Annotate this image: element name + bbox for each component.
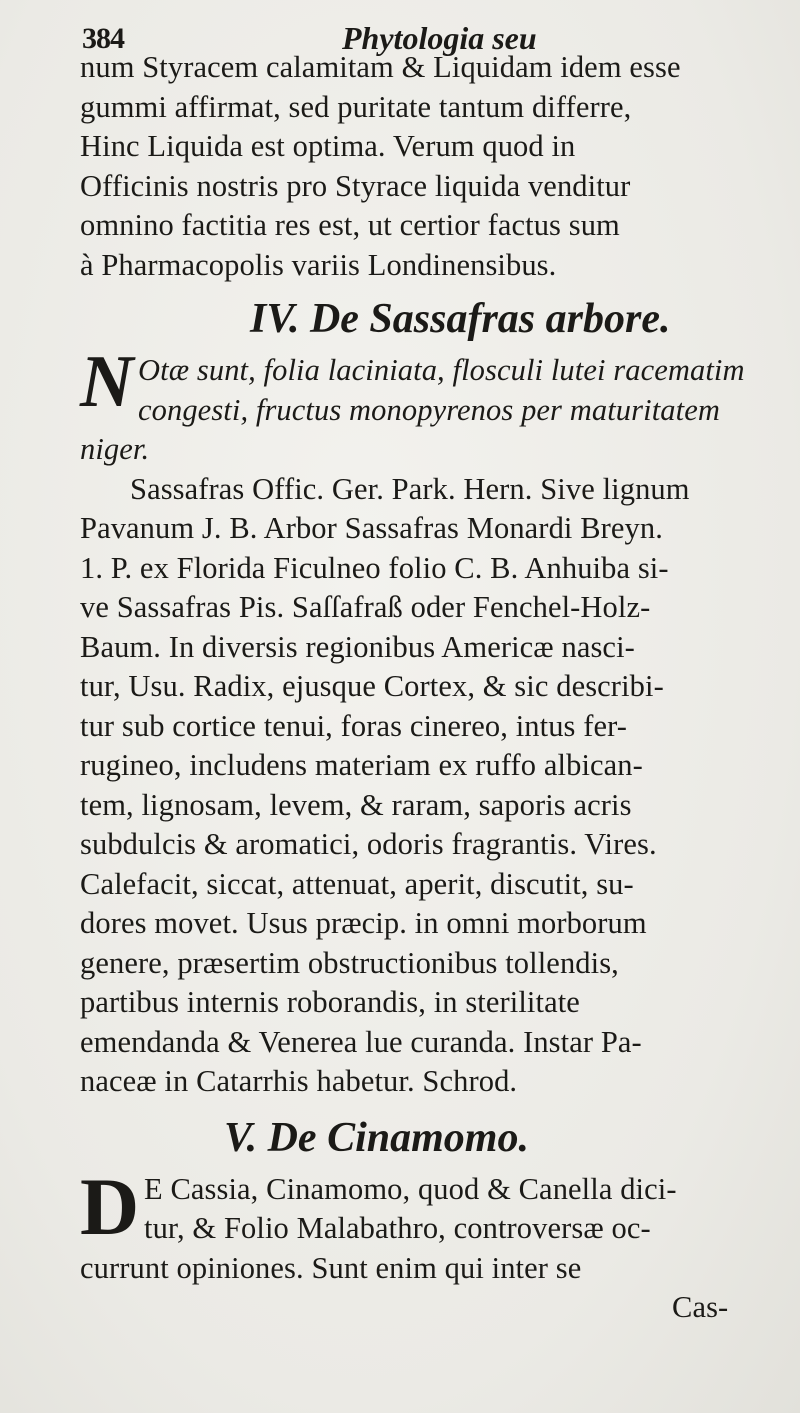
text-line: tem, lignosam, levem, & raram, saporis acris [80,787,632,822]
text-line: tur, Usu. Radix, ejusque Cortex, & sic describi- [80,669,664,703]
text-line: omnino factitia res est, ut certior factus sum [80,208,620,242]
text-line: dores movet. Usus præcip. in omni morborum [80,906,647,940]
text-line: tur sub cortice tenui, foras cinereo, intus fer- [80,708,628,743]
section-heading-cinamomo: V. De Cinamomo. [224,1114,529,1161]
notae-line-text: Otæ sunt, folia laciniata, flosculi lutei racematim [138,353,745,387]
text-line: Sassafras Offic. Ger. Park. Hern. Sive lignum [130,471,690,506]
text-line: emendanda & Venerea lue curanda. Instar Pa- [80,1024,642,1059]
cinamomo-paragraph [80,1160,795,1328]
text-line: Calefacit, siccat, attenuat, aperit, discutit, su- [80,866,634,901]
intro-paragraph [80,48,795,285]
text-line: 1. P. ex Florida Ficulneo folio C. B. Anhuiba si- [80,550,669,585]
section-heading-sassafras: IV. De Sassafras arbore. [250,296,671,342]
text-line: gummi affirmat, sed puritate tantum differre, [80,89,632,124]
text-line: rugineo, includens materiam ex ruffo albican- [80,748,643,782]
running-head: Phytologia seu [342,20,537,56]
text-line: naceæ in Catarrhis habetur. Schrod. [80,1064,518,1098]
text-line: niger. [80,432,150,466]
page-number: 384 [82,22,124,55]
text-line: num Styracem calamitam & Liquidam idem esse [80,50,681,84]
text-line: subdulcis & aromatici, odoris fragrantis. Vires. [80,827,657,861]
text-line: Officinis nostris pro Styrace liquida venditur [80,168,631,203]
text-line: Pavanum J. B. Arbor Sassafras Monardi Breyn. [80,511,663,545]
text-line: ve Sassafras Pis. Saſſafraß oder Fenchel-Holz- [80,590,651,624]
text-line: Hinc Liquida est optima. Verum quod in [80,129,576,163]
text-line: Baum. In diversis regionibus Americæ nasci- [80,629,635,664]
page-body [80,48,795,1328]
text-line: currunt opiniones. Sunt enim qui inter se [80,1250,582,1285]
text-line: genere, præsertim obstructionibus tollendis, [80,945,619,980]
first-line-text: E Cassia, Cinamomo, quod & Canella dici- [144,1171,677,1206]
notae-paragraph [80,341,795,470]
text-line: congesti, fructus monopyrenos per maturitatem [138,392,720,427]
catchword: Cas- [672,1290,729,1324]
drop-cap: D [80,1160,140,1252]
text-line: à Pharmacopolis variis Londinensibus. [80,247,557,282]
sassafras-paragraph [80,470,795,1102]
text-line: tur, & Folio Malabathro, controversæ oc- [144,1211,651,1245]
text-line: partibus internis roborandis, in sterilitate [80,985,580,1019]
drop-cap: N [80,341,134,423]
